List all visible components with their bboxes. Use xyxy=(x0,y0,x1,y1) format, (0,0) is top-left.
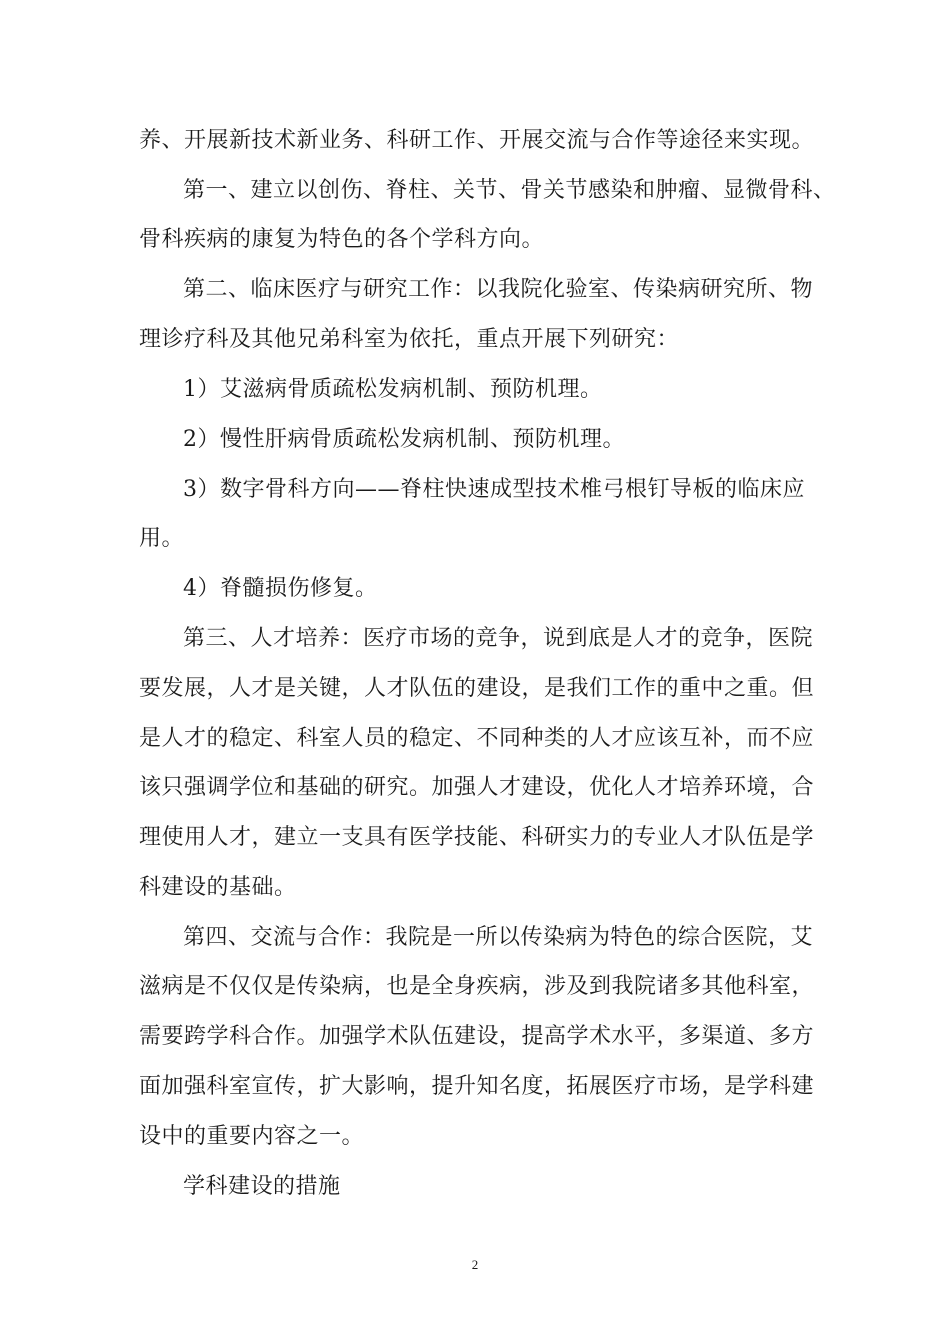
paragraph-second-start: 第二、临床医疗与研究工作：以我院化验室、传染病研究所、物 xyxy=(183,277,814,302)
paragraph-third-start: 第三、人才培养：医疗市场的竞争，说到底是人才的竞争，医院 xyxy=(183,626,814,651)
text-line: 要发展，人才是关键，人才队伍的建设，是我们工作的重中之重。但 xyxy=(139,676,815,701)
list-item-1: 1）艾滋病骨质疏松发病机制、预防机理。 xyxy=(183,377,603,402)
text-line: 该只强调学位和基础的研究。加强人才建设，优化人才培养环境，合 xyxy=(139,775,815,800)
text-line: 设中的重要内容之一。 xyxy=(139,1124,365,1149)
list-item-3: 3）数字骨科方向——脊柱快速成型技术椎弓根钉导板的临床应 xyxy=(183,477,805,502)
text-line: 面加强科室宣传，扩大影响，提升知名度，拓展医疗市场，是学科建 xyxy=(139,1074,815,1099)
text-line: 用。 xyxy=(139,526,185,551)
text-line: 科建设的基础。 xyxy=(139,875,297,900)
section-heading: 学科建设的措施 xyxy=(183,1174,341,1199)
text-line: 骨科疾病的康复为特色的各个学科方向。 xyxy=(139,227,545,252)
paragraph-first-start: 第一、建立以创伤、脊柱、关节、骨关节感染和肿瘤、显微骨科、 xyxy=(183,178,836,203)
text-line: 是人才的稳定、科室人员的稳定、不同种类的人才应该互补，而不应 xyxy=(139,726,815,751)
page-number: 2 xyxy=(471,1257,479,1272)
paragraph-fourth-start: 第四、交流与合作：我院是一所以传染病为特色的综合医院，艾 xyxy=(183,925,814,950)
text-line: 理使用人才，建立一支具有医学技能、科研实力的专业人才队伍是学 xyxy=(139,825,815,850)
text-line: 滋病是不仅仅是传染病，也是全身疾病，涉及到我院诸多其他科室， xyxy=(139,974,815,999)
list-item-2: 2）慢性肝病骨质疏松发病机制、预防机理。 xyxy=(183,427,625,452)
list-item-4: 4）脊髓损伤修复。 xyxy=(183,576,378,601)
text-line: 理诊疗科及其他兄弟科室为依托，重点开展下列研究： xyxy=(139,327,680,352)
text-line: 养、开展新技术新业务、科研工作、开展交流与合作等途径来实现。 xyxy=(139,128,815,153)
text-line: 需要跨学科合作。加强学术队伍建设，提高学术水平，多渠道、多方 xyxy=(139,1024,815,1049)
